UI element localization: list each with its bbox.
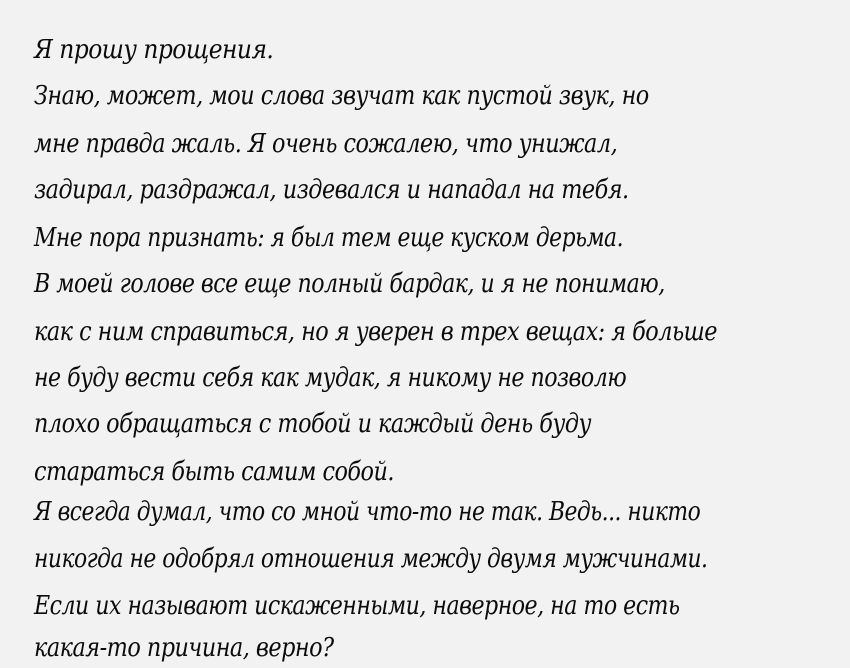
- text-line-7: как с ним справиться, но я уверен в трех вещах: я больше: [34, 317, 718, 347]
- text-line-12: никогда не одобрял отношения между двумя мужчинами.: [34, 544, 708, 574]
- text-line-6: В моей голове все еще полный бардак, и я не понимаю,: [34, 269, 665, 299]
- text-line-10: стараться быть самим собой.: [34, 457, 394, 487]
- text-line-3: мне правда жаль. Я очень сожалею, что унижал,: [34, 129, 618, 159]
- text-line-1: Я прошу прощения.: [34, 35, 274, 65]
- text-line-9: плохо обращаться с тобой и каждый день буду: [34, 409, 591, 439]
- text-line-11: Я всегда думал, что со мной что-то не так. Ведь... никто: [34, 497, 701, 527]
- text-line-4: задирал, раздражал, издевался и нападал на тебя.: [34, 175, 629, 205]
- text-line-8: не буду вести себя как мудак, я никому не позволю: [34, 363, 627, 393]
- text-line-14: какая-то причина, верно?: [34, 633, 334, 663]
- text-line-2: Знаю, может, мои слова звучат как пустой звук, но: [34, 81, 649, 111]
- text-line-5: Мне пора признать: я был тем еще куском дерьма.: [34, 223, 624, 253]
- text-line-13: Если их называют искаженными, наверное, на то есть: [34, 591, 680, 621]
